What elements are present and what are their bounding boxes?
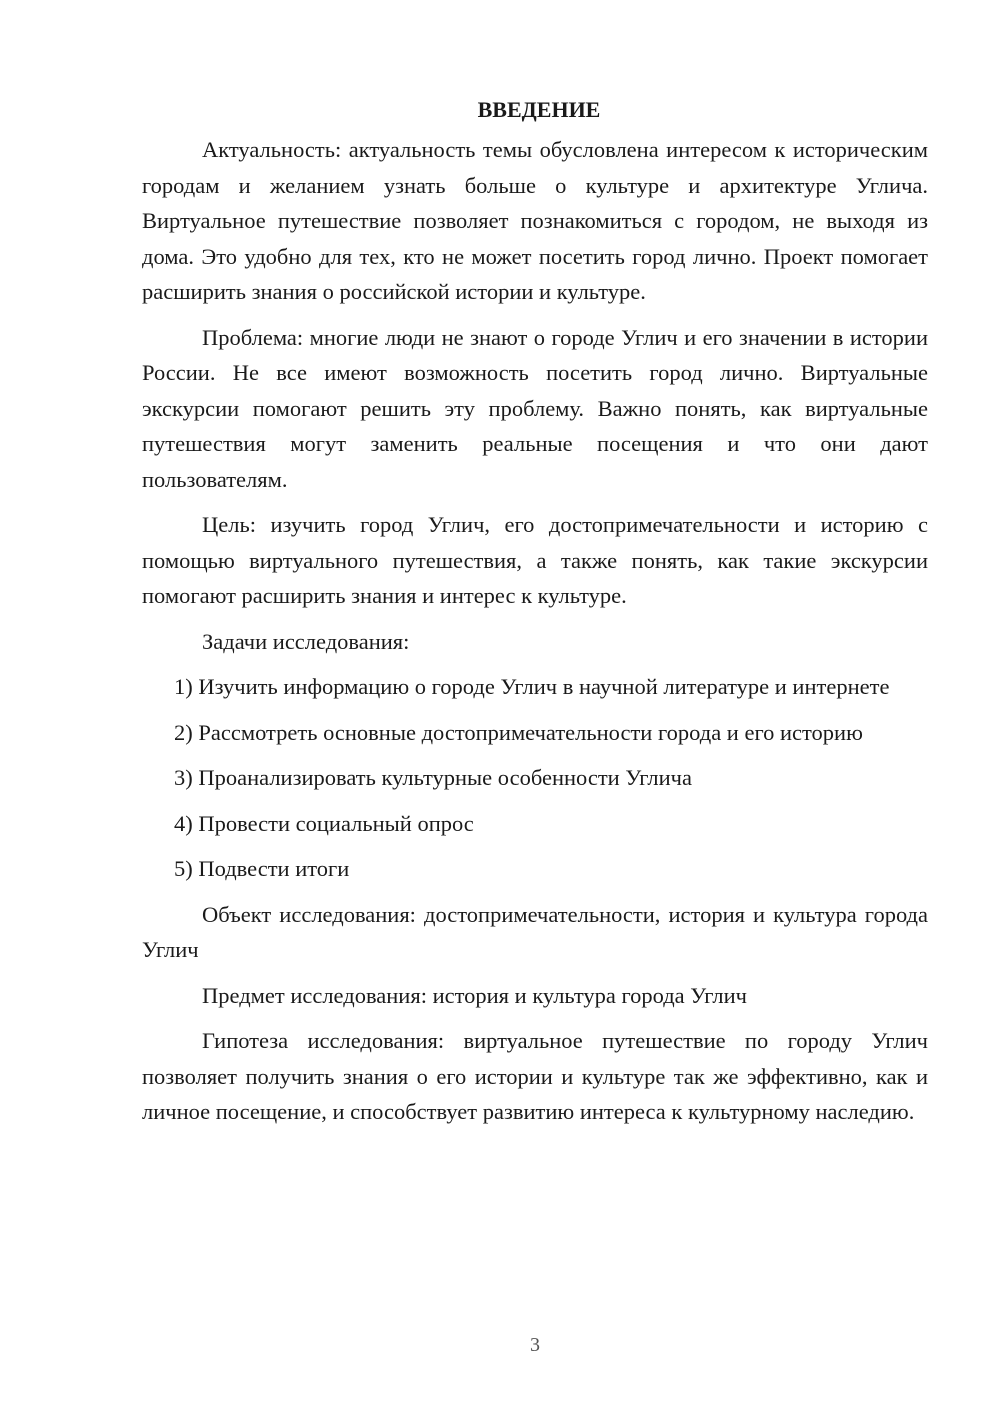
object-paragraph: Объект исследования: достопримечательности, история и культура города Углич bbox=[142, 901, 928, 962]
goal-paragraph: Цель: изучить город Углич, его достопримечательности и историю с помощью виртуального путешествия, а также понять, как такие экскурсии помогают расширить знания и интерес к культуре. bbox=[142, 512, 928, 608]
relevance-paragraph: Актуальность: актуальность темы обусловлена интересом к историческим городам и желанием узнать больше о культуре и архитектуре Углича. Виртуальное путешествие позволяет познакомиться с городом, не выходя из дома. Это удобно для тех, кто не может посетить город лично. Проект помогает расширить знания о российской истории и культуре. bbox=[142, 137, 928, 304]
document-page bbox=[142, 92, 928, 1140]
task-item-2: 2) Рассмотреть основные достопримечательности города и его историю bbox=[174, 719, 863, 745]
task-item-1: 1) Изучить информацию о городе Углич в научной литературе и интернете bbox=[174, 674, 890, 699]
task-item-4: 4) Провести социальный опрос bbox=[174, 810, 474, 836]
tasks-list bbox=[142, 669, 928, 887]
task-item-5: 5) Подвести итоги bbox=[174, 856, 350, 881]
problem-paragraph: Проблема: многие люди не знают о городе Углич и его значении в истории России. Не все имеют возможность посетить город лично. Виртуальные экскурсии помогают решить эту проблему. Важно понять, как виртуальные путешествия могут заменить реальные посещения и что они дают пользователям. bbox=[142, 324, 928, 492]
page-title: ВВЕДЕНИЕ bbox=[477, 97, 601, 122]
subject-paragraph: Предмет исследования: история и культура города Углич bbox=[202, 982, 747, 1008]
tasks-heading: Задачи исследования: bbox=[202, 628, 410, 654]
task-item-3: 3) Проанализировать культурные особенности Углича bbox=[174, 765, 692, 790]
hypothesis-paragraph: Гипотеза исследования: виртуальное путешествие по городу Углич позволяет получить знания о его истории и культуре так же эффективно, как и личное посещение, и способствует развитию интереса к культурному наследию. bbox=[142, 1028, 928, 1124]
page-number: 3 bbox=[530, 1334, 540, 1356]
